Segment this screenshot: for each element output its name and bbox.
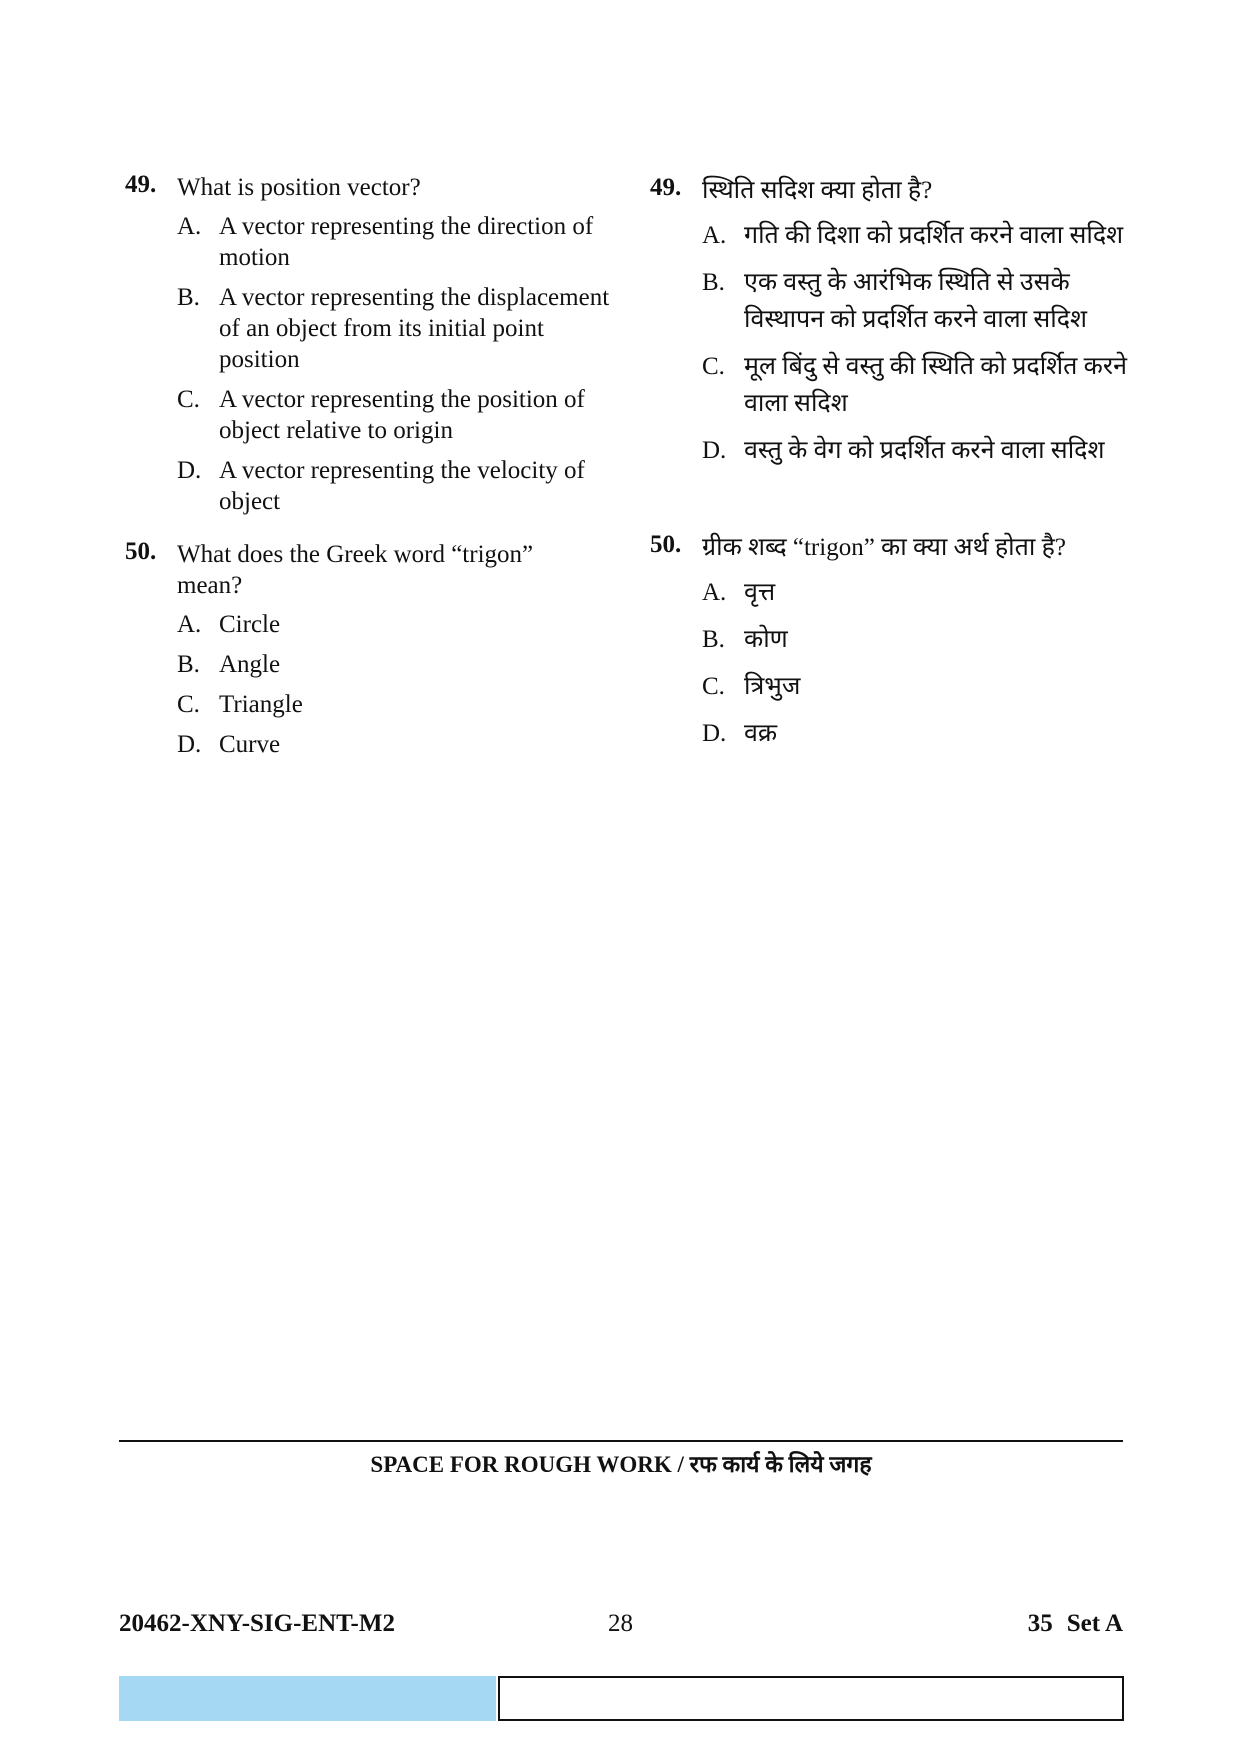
option-text: Angle xyxy=(219,651,281,678)
footer-empty-box xyxy=(498,1676,1124,1721)
option-text: A vector representing the displacement of an object from its initial point position xyxy=(219,284,610,373)
option-a xyxy=(177,609,615,640)
option-letter: D. xyxy=(702,437,727,464)
option-text: एक वस्तु के आरंभिक स्थिति से उसके विस्थापन को प्रदर्शित करने वाला सदिश xyxy=(744,269,1088,333)
option-text: Circle xyxy=(219,611,281,638)
set-number: 35 xyxy=(1027,1610,1053,1637)
option-letter: B. xyxy=(177,284,200,311)
option-a xyxy=(702,574,1130,611)
option-letter: A. xyxy=(702,579,727,606)
option-letter: A. xyxy=(177,611,202,638)
option-b xyxy=(702,264,1130,338)
option-letter: B. xyxy=(702,626,725,653)
question-text: ग्रीक शब्द “trigon” का क्या अर्थ होता है? xyxy=(702,534,1066,561)
option-c xyxy=(177,384,615,446)
option-letter: B. xyxy=(177,651,200,678)
question-number: 49. xyxy=(650,174,682,201)
option-letter: B. xyxy=(702,269,725,296)
rough-work-divider xyxy=(119,1440,1123,1442)
page-number: 28 xyxy=(608,1610,633,1637)
option-text: कोण xyxy=(744,626,788,653)
option-letter: A. xyxy=(177,213,202,240)
option-c xyxy=(702,668,1130,705)
paper-code: 20462-XNY-SIG-ENT-M2 xyxy=(119,1610,395,1637)
hindi-column xyxy=(650,172,1130,762)
question-50-hi xyxy=(650,529,1130,752)
option-b xyxy=(702,621,1130,658)
option-a xyxy=(177,211,615,273)
option-letter: D. xyxy=(177,457,202,484)
rough-work-label: SPACE FOR ROUGH WORK / रफ कार्य के लिये जगह xyxy=(370,1452,872,1477)
option-letter: A. xyxy=(702,222,727,249)
question-49-en xyxy=(125,172,615,517)
option-d xyxy=(177,455,615,517)
option-text: Triangle xyxy=(219,691,303,718)
option-c xyxy=(702,348,1130,422)
option-b xyxy=(177,282,615,375)
question-50-en xyxy=(125,539,615,760)
english-column xyxy=(125,172,615,769)
question-text: स्थिति सदिश क्या होता है? xyxy=(702,177,933,204)
option-a xyxy=(702,217,1130,254)
option-letter: C. xyxy=(177,386,200,413)
question-49-hi xyxy=(650,172,1130,469)
question-text: What is position vector? xyxy=(177,174,421,201)
option-text: त्रिभुज xyxy=(744,673,801,700)
option-text: मूल बिंदु से वस्तु की स्थिति को प्रदर्शित करने वाला सदिश xyxy=(744,353,1127,417)
option-letter: D. xyxy=(702,720,727,747)
option-c xyxy=(177,689,615,720)
option-text: गति की दिशा को प्रदर्शित करने वाला सदिश xyxy=(744,222,1124,249)
option-b xyxy=(177,649,615,680)
question-text: What does the Greek word “trigon” mean? xyxy=(177,541,534,599)
set-info xyxy=(1028,1610,1123,1638)
option-d xyxy=(702,432,1130,469)
option-text: वक्र xyxy=(744,720,778,747)
option-letter: C. xyxy=(177,691,200,718)
option-text: वस्तु के वेग को प्रदर्शित करने वाला सदिश xyxy=(744,437,1105,464)
question-number: 49. xyxy=(125,171,157,198)
option-d xyxy=(177,729,615,760)
option-text: A vector representing the position of object relative to origin xyxy=(219,386,585,444)
option-letter: C. xyxy=(702,353,725,380)
option-text: A vector representing the direction of motion xyxy=(219,213,594,271)
option-text: वृत्त xyxy=(744,579,776,606)
question-number: 50. xyxy=(650,531,682,558)
footer-color-bar xyxy=(119,1676,496,1721)
option-letter: C. xyxy=(702,673,725,700)
option-d xyxy=(702,715,1130,752)
option-letter: D. xyxy=(177,731,202,758)
option-text: A vector representing the velocity of object xyxy=(219,457,585,515)
set-label: Set A xyxy=(1066,1610,1123,1637)
question-number: 50. xyxy=(125,538,157,565)
option-text: Curve xyxy=(219,731,281,758)
